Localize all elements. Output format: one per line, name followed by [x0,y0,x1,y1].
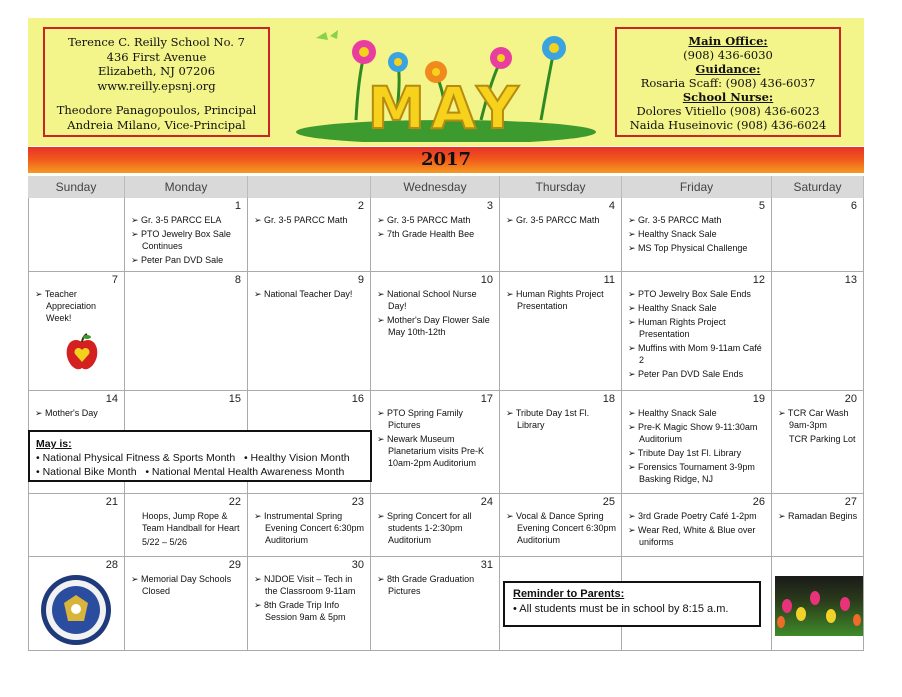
weekday-header: Monday [125,176,248,198]
event-item: ➢ Gr. 3-5 PARCC ELA [131,215,222,225]
day-cell [500,494,622,557]
event-item: ➢ PTO Jewelry Box Sale Continues [131,229,231,251]
event-item: ➢ Memorial Day Schools Closed [131,574,232,596]
event-item: ➢ Gr. 3-5 PARCC Math [506,215,600,225]
event-item: ➢ Muffins with Mom 9-11am Café 2 [628,343,762,365]
weekday-header: Friday [622,176,772,198]
day-cell [248,198,371,272]
day-cell [772,198,864,272]
day-cell [500,198,622,272]
event-item: ➢ 8th Grade Graduation Pictures [377,574,475,596]
day-cell [772,391,864,494]
day-number: 6 [850,200,857,212]
tulips-image [775,576,863,636]
day-number: 24 [480,496,493,508]
vice-principal-name: Andreia Milano, Vice-Principal [67,117,246,132]
may-is-item: • National Physical Fitness & Sports Month [36,452,236,464]
guidance-label: Guidance: [695,62,761,76]
day-number: 18 [602,393,615,405]
year-bar [28,147,864,173]
day-cell [500,391,622,494]
event-list [628,510,767,550]
school-info-box [43,27,270,137]
day-cell [622,272,772,391]
event-list [35,288,120,326]
may-flower-logo [286,20,606,142]
school-name: Terence C. Reilly School No. 7 [68,35,245,49]
day-number: 29 [228,559,241,571]
day-cell [125,557,248,651]
calendar-grid [28,176,864,651]
day-number: 22 [228,496,241,508]
event-item: ➢ Forensics Tournament 3-9pm Basking Ridge, NJ [628,462,755,484]
event-item: ➢ 8th Grade Trip Info Session 9am & 5pm [254,600,346,622]
day-cell [500,272,622,391]
day-cell [28,494,125,557]
event-list [778,407,859,447]
day-cell [248,494,371,557]
event-item: ➢ Vocal & Dance Spring Evening Concert 6:30pm Auditorium [506,511,617,545]
event-item: 5/22 – 5/26 [142,537,188,547]
day-cell [28,272,125,391]
reminder-title: Reminder to Parents: [513,588,625,600]
day-number: 26 [752,496,765,508]
contacts-box [615,27,841,137]
year-label: 2017 [420,149,472,170]
school-website[interactable]: www.reilly.epsnj.org [97,78,216,93]
day-cell [248,557,371,651]
event-list [131,573,243,599]
day-number: 17 [480,393,493,405]
nurse-2: Naida Huseinovic (908) 436-6024 [629,118,827,132]
event-list [377,510,495,548]
event-list [506,288,617,314]
weekday-header [248,176,371,198]
event-item: ➢ Human Rights Project Presentation [506,289,604,311]
day-cell [371,272,500,391]
day-number: 9 [357,274,364,286]
day-number: 3 [486,200,493,212]
month-logo-text: MAY [367,74,525,142]
day-number: 14 [105,393,118,405]
day-cell [622,198,772,272]
day-number: 12 [752,274,765,286]
event-list [506,407,617,433]
event-list [778,510,859,524]
event-item: ➢ Instrumental Spring Evening Concert 6:30pm Auditorium [254,511,365,545]
event-item: ➢ Mother's Day Flower Sale May 10th-12th [377,315,490,337]
school-address-line1: 436 First Avenue [106,49,207,64]
event-item: ➢ Tribute Day 1st Fl. Library [628,448,742,458]
may-is-item: • National Bike Month [36,466,137,478]
weekday-header: Sunday [28,176,125,198]
may-is-title: May is: [36,438,72,450]
event-item: ➢ Peter Pan DVD Sale Ends [628,369,744,379]
event-item: ➢ National Teacher Day! [254,289,353,299]
main-office-label: Main Office: [688,34,768,48]
event-item: ➢ Newark Museum Planetarium visits Pre-K 10am-2pm Auditorium [377,434,485,468]
main-office-phone: (908) 436-6030 [683,48,773,62]
day-cell [622,494,772,557]
day-cell [371,391,500,494]
day-cell [371,494,500,557]
event-list [35,407,120,421]
event-item: ➢ Spring Concert for all students 1-2:30pm Auditorium [377,511,472,545]
day-number: 13 [844,274,857,286]
day-cell [772,272,864,391]
event-item: TCR Parking Lot [789,434,856,444]
day-number: 1 [234,200,241,212]
event-list [254,510,366,548]
day-number: 31 [480,559,493,571]
event-list [628,288,767,382]
day-cell [125,198,248,272]
day-cell [125,272,248,391]
day-number: 4 [608,200,615,212]
day-number: 15 [228,393,241,405]
event-list [628,214,767,256]
day-number: 10 [480,274,493,286]
event-item: ➢ MS Top Physical Challenge [628,243,748,253]
reminder-box [503,581,761,627]
event-item: ➢ Gr. 3-5 PARCC Math [628,215,722,225]
event-list [131,510,243,550]
day-number: 8 [234,274,241,286]
day-number: 25 [602,496,615,508]
event-item: ➢ PTO Jewelry Box Sale Ends [628,289,751,299]
day-number: 2 [357,200,364,212]
day-cell [772,494,864,557]
day-cell [371,198,500,272]
day-number: 23 [351,496,364,508]
day-cell [248,272,371,391]
event-item: ➢ Healthy Snack Sale [628,229,717,239]
nurse-1: Dolores Vitiello (908) 436-6023 [636,104,820,118]
day-number: 16 [351,393,364,405]
event-list [506,510,617,548]
day-number: 28 [105,559,118,571]
event-list [377,214,495,242]
reminder-text: • All students must be in school by 8:15 a.m. [513,603,729,615]
weekday-header: Saturday [772,176,864,198]
event-item: ➢ Gr. 3-5 PARCC Math [254,215,348,225]
event-item: ➢ Tribute Day 1st Fl. Library [506,408,590,430]
event-item: ➢ National School Nurse Day! [377,289,477,311]
day-number: 19 [752,393,765,405]
event-item: ➢ 3rd Grade Poetry Café 1-2pm [628,511,757,521]
apple-icon [65,332,99,372]
event-item: ➢ Mother's Day [35,408,98,418]
event-item: ➢ Human Rights Project Presentation [628,317,726,339]
guidance-contact: Rosaria Scaff: (908) 436-6037 [640,76,816,90]
event-list [377,573,495,599]
day-number: 27 [844,496,857,508]
may-is-item: • National Mental Health Awareness Month [145,466,345,478]
event-item: ➢ Wear Red, White & Blue over uniforms [628,525,756,547]
event-item: ➢ PTO Spring Family Pictures [377,408,463,430]
weekday-header: Thursday [500,176,622,198]
day-cell [622,391,772,494]
event-item: Hoops, Jump Rope & Team Handball for Heart [142,511,240,533]
day-number: 5 [758,200,765,212]
event-list [377,407,495,471]
day-number: 20 [844,393,857,405]
day-number: 30 [351,559,364,571]
school-address-line2: Elizabeth, NJ 07206 [97,64,216,78]
event-list [131,214,243,268]
day-number: 21 [105,496,118,508]
weekday-header: Wednesday [371,176,500,198]
may-is-item: • Healthy Vision Month [243,452,350,464]
day-cell [371,557,500,651]
event-item: ➢ 7th Grade Health Bee [377,229,475,239]
event-item: ➢ Pre-K Magic Show 9-11:30am Auditorium [628,422,758,444]
nurse-label: School Nurse: [682,90,774,104]
event-item: ➢ NJDOE Visit – Tech in the Classroom 9-11am [254,574,356,596]
event-list [377,288,495,340]
event-item: ➢ Healthy Snack Sale [628,408,717,418]
day-number: 7 [111,274,118,286]
event-item: ➢ TCR Car Wash 9am-3pm [778,408,849,430]
day-number: 11 [603,274,615,286]
doe-seal-icon [30,573,122,647]
event-item: ➢ Teacher Appreciation Week! [35,289,97,323]
event-list [628,407,767,487]
event-item: ➢ Ramadan Begins [778,511,858,521]
principal-name: Theodore Panagopoulos, Principal [56,103,257,117]
event-list [254,573,366,625]
day-cell [28,198,125,272]
event-list [254,288,366,302]
event-item: ➢ Healthy Snack Sale [628,303,717,313]
may-is-box [28,430,372,482]
event-list [506,214,617,228]
event-item: ➢ Gr. 3-5 PARCC Math [377,215,471,225]
day-cell [125,494,248,557]
event-list [254,214,366,228]
event-item: ➢ Peter Pan DVD Sale [131,255,224,265]
